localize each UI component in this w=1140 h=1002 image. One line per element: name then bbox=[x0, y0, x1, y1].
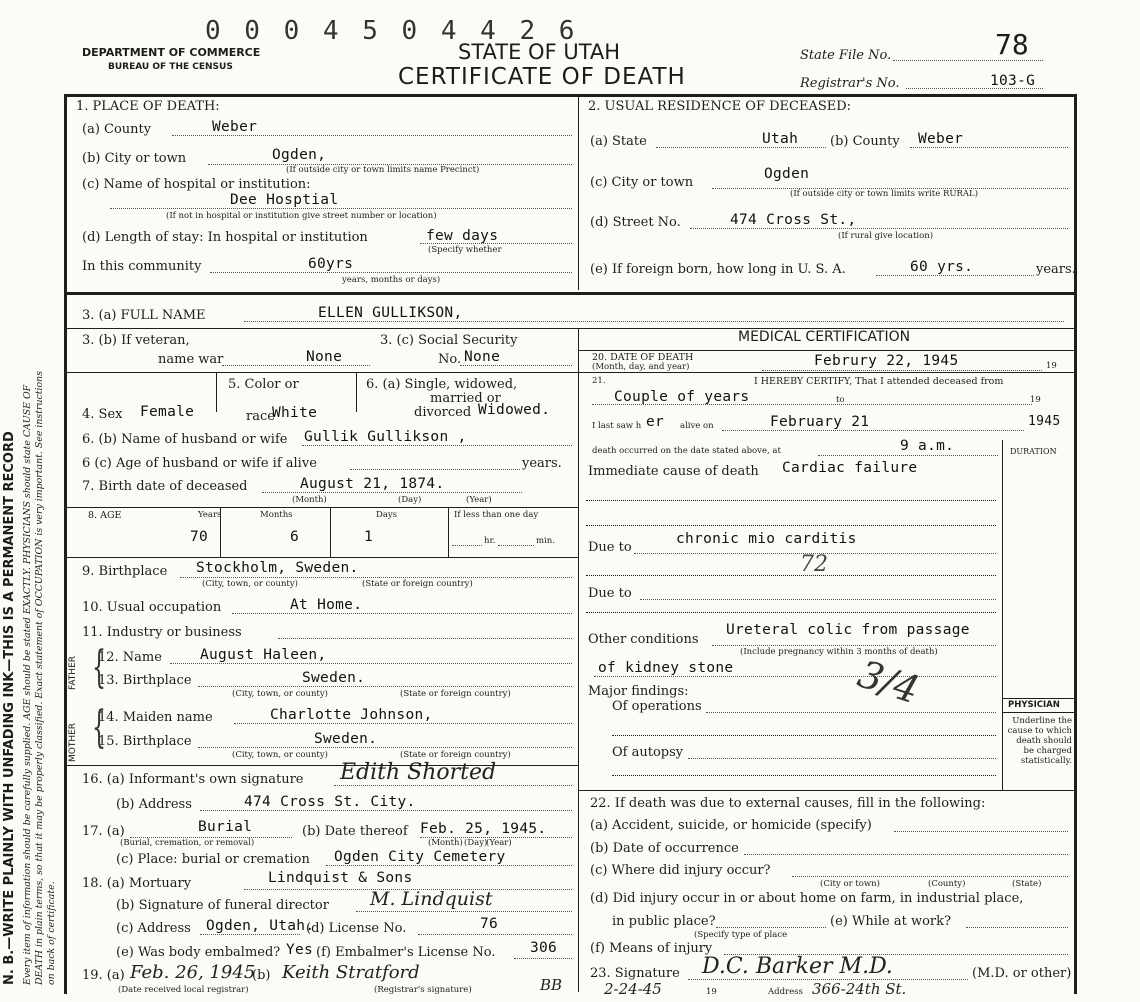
attended-yr-label: 19 bbox=[1030, 395, 1041, 405]
ssn-no-label: No. bbox=[438, 352, 462, 367]
mother-tag: MOTHER bbox=[68, 722, 78, 762]
industry-label: 11. Industry or business bbox=[82, 625, 242, 640]
director-sig-label: (b) Signature of funeral director bbox=[116, 898, 329, 913]
physician-address-label: Address bbox=[768, 987, 803, 997]
mortuary-label: 18. (a) Mortuary bbox=[82, 876, 192, 891]
sex-label: 4. Sex bbox=[82, 407, 123, 422]
full-name: ELLEN GULLIKSON, bbox=[318, 305, 463, 321]
father-tag: FATHER bbox=[68, 655, 78, 690]
foreign-unit: years. bbox=[1036, 262, 1076, 277]
physician-sig-date: 2-24-45 bbox=[604, 980, 662, 998]
mother-note1: (City, town, or county) bbox=[232, 750, 328, 760]
burial-label: 17. (a) bbox=[82, 824, 125, 839]
father-note1: (City, town, or county) bbox=[232, 689, 328, 699]
state-file-value: 78 bbox=[995, 28, 1029, 61]
death-date: Februry 22, 1945 bbox=[814, 353, 959, 369]
community-label: In this community bbox=[82, 259, 202, 274]
age-months-label: Months bbox=[260, 510, 293, 520]
place-note: (Specify type of place bbox=[694, 930, 788, 940]
color-value: White bbox=[272, 405, 318, 421]
veteran-value: None bbox=[306, 349, 343, 365]
birth-month-note: (Month) bbox=[292, 495, 327, 505]
full-name-label: 3. (a) FULL NAME bbox=[82, 308, 206, 323]
accident-label: (a) Accident, suicide, or homicide (specify) bbox=[590, 818, 872, 833]
burial-place: Ogden City Cemetery bbox=[334, 849, 506, 865]
burial-date-label: (b) Date thereof bbox=[302, 824, 408, 839]
death-date-note: (Month, day, and year) bbox=[592, 362, 690, 372]
informant-signature: Edith Shorted bbox=[340, 760, 497, 785]
foreign-label: (e) If foreign born, how long in U. S. A. bbox=[590, 262, 846, 277]
birthplace-label: 9. Birthplace bbox=[82, 564, 168, 579]
physician-heading: PHYSICIAN bbox=[1008, 700, 1060, 710]
director-signature: M. Lindquist bbox=[370, 888, 493, 910]
where-note1: (City or town) bbox=[820, 879, 880, 889]
informant-sig-label: 16. (a) Informant's own signature bbox=[82, 772, 304, 787]
father-note2: (State or foreign country) bbox=[400, 689, 511, 699]
age-label: 8. AGE bbox=[88, 510, 122, 521]
alive-year: 1945 bbox=[1028, 414, 1061, 429]
registrar-value: 103-G bbox=[990, 73, 1036, 89]
informant-address: 474 Cross St. City. bbox=[244, 794, 416, 810]
age-days: 1 bbox=[364, 529, 374, 545]
mother-name: Charlotte Johnson, bbox=[270, 707, 433, 723]
embalmed-label: (e) Was body embalmed? bbox=[116, 945, 281, 960]
death-time: 9 a.m. bbox=[900, 438, 955, 454]
sidebar-line3: DEATH in plain terms, so that it may be properly classified. Exact statement of OCCUPATION is very important. See instructions bbox=[34, 370, 45, 985]
res-city-label: (c) City or town bbox=[590, 175, 694, 190]
physician-sig-label: 23. Signature bbox=[590, 966, 680, 981]
public-label: in public place? bbox=[612, 914, 716, 929]
major-findings-label: Major findings: bbox=[588, 684, 689, 699]
mother-note2: (State or foreign country) bbox=[400, 750, 511, 760]
death-date-label: 20. DATE OF DEATH bbox=[592, 352, 694, 363]
birthplace-note2: (State or foreign country) bbox=[362, 579, 473, 589]
last-saw-label: I last saw h bbox=[592, 421, 642, 431]
attended-from: Couple of years bbox=[614, 389, 750, 405]
received-label: 19. (a) bbox=[82, 968, 125, 983]
birthplace-value: Stockholm, Sweden. bbox=[196, 560, 359, 576]
spouse-age-label: 6 (c) Age of husband or wife if alive bbox=[82, 456, 317, 471]
birth-label: 7. Birth date of deceased bbox=[82, 479, 248, 494]
work-label: (e) While at work? bbox=[830, 914, 951, 929]
res-state: Utah bbox=[762, 131, 799, 147]
other-conditions-note: (Include pregnancy within 3 months of death) bbox=[740, 647, 938, 657]
stay-label: (d) Length of stay: In hospital or institution bbox=[82, 230, 368, 245]
res-county-label: (b) County bbox=[830, 134, 900, 149]
res-city-note: (If outside city or town limits write RURAL) bbox=[790, 189, 979, 199]
mortuary-address-label: (c) Address bbox=[116, 921, 191, 936]
immediate-cause: Cardiac failure bbox=[782, 460, 918, 476]
age-min: min. bbox=[536, 536, 555, 546]
dept-title: DEPARTMENT OF COMMERCE bbox=[82, 46, 261, 59]
county-label: (a) County bbox=[82, 122, 152, 137]
death-city: Ogden, bbox=[272, 147, 327, 163]
color-label: 5. Color or bbox=[228, 377, 299, 392]
spouse-age-unit: years. bbox=[522, 456, 562, 471]
duration-label: DURATION bbox=[1010, 447, 1057, 456]
alive-label: alive on bbox=[680, 421, 714, 431]
death-date-suffix: 19 bbox=[1046, 361, 1057, 371]
other-conditions-label: Other conditions bbox=[588, 632, 699, 647]
embalmer-value: 306 bbox=[530, 940, 558, 956]
cert-text: I HEREBY CERTIFY, That I attended deceased from bbox=[754, 376, 1004, 387]
burial-date-note3: (Year) bbox=[486, 838, 512, 848]
mortuary-address: Ogden, Utah. bbox=[206, 918, 315, 934]
marital-value: Widowed. bbox=[478, 402, 551, 418]
embalmed-value: Yes bbox=[286, 942, 314, 958]
residence-heading: 2. USUAL RESIDENCE OF DECEASED: bbox=[588, 99, 852, 114]
stay-value: few days bbox=[426, 228, 499, 244]
father-name: August Haleen, bbox=[200, 647, 327, 663]
community-note: years, months or days) bbox=[342, 275, 441, 285]
birth-value: August 21, 1874. bbox=[300, 476, 445, 492]
spouse-label: 6. (b) Name of husband or wife bbox=[82, 432, 288, 447]
res-street-note: (If rural give location) bbox=[838, 231, 934, 241]
attended-to-label: to bbox=[836, 395, 845, 405]
cert-number: 21. bbox=[592, 376, 606, 386]
where-note2: (County) bbox=[928, 879, 966, 889]
age-months: 6 bbox=[290, 529, 300, 545]
birth-year-note: (Year) bbox=[466, 495, 492, 505]
alive-on: February 21 bbox=[770, 414, 870, 430]
certificate-title: CERTIFICATE OF DEATH bbox=[398, 64, 686, 90]
registrar-initials: BB bbox=[540, 976, 563, 994]
physician-note: Underline the cause to which death should be charged statistically. bbox=[1007, 716, 1072, 766]
res-street-label: (d) Street No. bbox=[590, 215, 681, 230]
registrar-signature: Keith Stratford bbox=[282, 962, 420, 983]
marital-label3: divorced bbox=[414, 405, 472, 420]
mother-birth-label: 15. Birthplace bbox=[98, 734, 192, 749]
burial-method: Burial bbox=[198, 819, 253, 835]
hospital-note: (If not in hospital or institution give street number or location) bbox=[166, 211, 437, 221]
mortuary-value: Lindquist & Sons bbox=[268, 870, 413, 886]
physician-sig-suffix: (M.D. or other) bbox=[972, 966, 1072, 981]
where-label: (c) Where did injury occur? bbox=[590, 863, 771, 878]
community-value: 60yrs bbox=[308, 256, 354, 272]
registrar-label: Registrar's No. bbox=[800, 76, 900, 91]
marital-label: 6. (a) Single, widowed, bbox=[366, 377, 518, 392]
burial-date-note1: (Month) bbox=[428, 838, 463, 848]
ssn-value: None bbox=[464, 349, 501, 365]
due-to-1-mark: 72 bbox=[800, 552, 828, 577]
res-state-label: (a) State bbox=[590, 134, 647, 149]
registrar-note: (Registrar's signature) bbox=[374, 985, 472, 995]
operations-label: Of operations bbox=[612, 699, 702, 714]
external-heading: 22. If death was due to external causes, fill in the following: bbox=[590, 796, 986, 811]
res-county: Weber bbox=[918, 131, 964, 147]
informant-address-label: (b) Address bbox=[116, 797, 192, 812]
last-saw-her: er bbox=[646, 414, 665, 430]
burial-method-note: (Burial, cremation, or removal) bbox=[120, 838, 255, 848]
immediate-cause-label: Immediate cause of death bbox=[588, 464, 759, 479]
race-label: race bbox=[246, 409, 275, 424]
due-to-1: chronic mio carditis bbox=[676, 531, 857, 547]
received-note: (Date received local registrar) bbox=[118, 985, 249, 995]
registrar-sig-label: (b) bbox=[252, 968, 271, 983]
veteran-war-label: name war bbox=[158, 352, 224, 367]
foreign-value: 60 yrs. bbox=[910, 259, 974, 275]
age-years-label: Years bbox=[198, 510, 222, 520]
burial-place-label: (c) Place: burial or cremation bbox=[116, 852, 310, 867]
physician-address: 366-24th St. bbox=[812, 980, 907, 998]
stay-note: (Specify whether bbox=[428, 245, 502, 255]
physician-signature: D.C. Barker M.D. bbox=[702, 954, 893, 979]
serial-number: 0 0 0 4 5 0 4 4 2 6 bbox=[205, 16, 579, 46]
occurrence-label: (b) Date of occurrence bbox=[590, 841, 739, 856]
res-city: Ogden bbox=[764, 166, 810, 182]
spouse-value: Gullik Gullikson , bbox=[304, 429, 467, 445]
license-label: (d) License No. bbox=[306, 921, 407, 936]
birth-day-note: (Day) bbox=[398, 495, 422, 505]
age-days-label: Days bbox=[376, 510, 398, 520]
other-mark: 3/4 bbox=[852, 651, 925, 713]
death-hospital: Dee Hosptial bbox=[230, 192, 339, 208]
other-conditions: Ureteral colic from passage bbox=[726, 622, 970, 638]
bureau-title: BUREAU OF THE CENSUS bbox=[108, 62, 233, 72]
means-label: (f) Means of injury bbox=[590, 941, 713, 956]
instructions-sidebar bbox=[0, 0, 60, 1002]
res-street: 474 Cross St., bbox=[730, 212, 857, 228]
physician-sig-year: 19 bbox=[706, 987, 717, 997]
age-hr: hr. bbox=[484, 536, 496, 546]
burial-date: Feb. 25, 1945. bbox=[420, 821, 547, 837]
medical-heading: MEDICAL CERTIFICATION bbox=[738, 329, 911, 345]
age-years: 70 bbox=[190, 529, 209, 545]
sidebar-line2: Every item of information should be carefully supplied. AGE should be stated EXACTLY. PHYSICIANS should state CAUSE OF bbox=[22, 384, 33, 985]
birthplace-note1: (City, town, or county) bbox=[202, 579, 298, 589]
due-to-1-label: Due to bbox=[588, 540, 632, 555]
ssn-label: 3. (c) Social Security bbox=[380, 333, 518, 348]
occupation-label: 10. Usual occupation bbox=[82, 600, 222, 615]
death-county: Weber bbox=[212, 119, 258, 135]
other-conditions-2: of kidney stone bbox=[598, 660, 734, 676]
mother-name-label: 14. Maiden name bbox=[98, 710, 213, 725]
autopsy-label: Of autopsy bbox=[612, 745, 684, 760]
home-label: (d) Did injury occur in or about home on farm, in industrial place, bbox=[590, 891, 1024, 906]
marital-label2: married or bbox=[430, 391, 501, 406]
death-at-label: death occurred on the date stated above, at bbox=[592, 446, 781, 456]
father-birth-label: 13. Birthplace bbox=[98, 673, 192, 688]
city-note: (If outside city or town limits name Precinct) bbox=[286, 165, 480, 175]
hospital-label: (c) Name of hospital or institution: bbox=[82, 177, 311, 192]
mother-birthplace: Sweden. bbox=[314, 731, 378, 747]
age-less-label: If less than one day bbox=[454, 510, 539, 520]
received-date: Feb. 26, 1945 bbox=[130, 962, 256, 983]
embalmer-label: (f) Embalmer's License No. bbox=[316, 945, 496, 960]
place-of-death-heading: 1. PLACE OF DEATH: bbox=[76, 99, 220, 114]
burial-date-note2: (Day) bbox=[464, 838, 488, 848]
license-value: 76 bbox=[480, 916, 499, 932]
occupation-value: At Home. bbox=[290, 597, 363, 613]
sex-value: Female bbox=[140, 404, 195, 420]
state-title: STATE OF UTAH bbox=[458, 40, 621, 64]
state-file-label: State File No. bbox=[800, 48, 892, 63]
where-note3: (State) bbox=[1012, 879, 1042, 889]
sidebar-line4: on back of certificate. bbox=[46, 881, 57, 985]
father-birthplace: Sweden. bbox=[302, 670, 366, 686]
city-label: (b) City or town bbox=[82, 151, 187, 166]
father-name-label: 12. Name bbox=[98, 650, 162, 665]
veteran-label: 3. (b) If veteran, bbox=[82, 333, 190, 348]
sidebar-line1: N. B.—WRITE PLAINLY WITH UNFADING INK—THIS IS A PERMANENT RECORD bbox=[2, 431, 17, 985]
due-to-2-label: Due to bbox=[588, 586, 632, 601]
